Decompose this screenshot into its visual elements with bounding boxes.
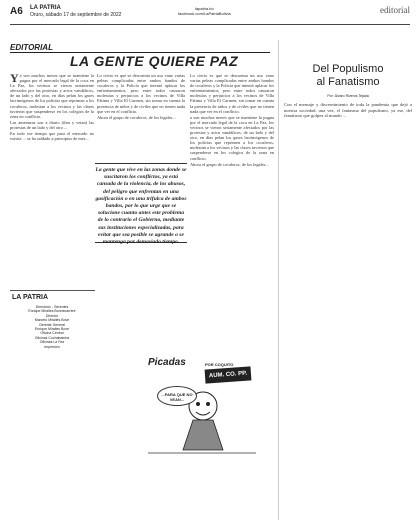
masthead-line: Oficina Central (40, 331, 64, 336)
editorial-column-2 (97, 73, 185, 161)
editorial-title: LA GENTE QUIERE PAZ (70, 53, 239, 69)
contact-line: lapatria.bo (195, 6, 214, 11)
paragraph: Lo cierto es que se descuenta un uso vano varias peleas complicadas entre ambos bandos de cocaleros y la Policía que intentó aplacar los enfrentamientos, pero entre todos causaron molestias y perjuicios a los vecinos de Villa Fátima y Villa El Carmen, sin tomar en cuenta la presencia de niños y de civiles que no tienen nada que ver en el conflicto. (97, 73, 185, 114)
cartoon-credit: POR COQUITO (205, 362, 234, 367)
masthead-line: Directorio - Gerentes (35, 305, 69, 309)
date-line: Oruro, sábado 17 de septiembre de 2022 (30, 12, 122, 18)
page-number: A6 (10, 6, 23, 17)
opinion-author: Por: Álvaro Riveros Tejada (327, 94, 369, 98)
masthead-line: Enrique Miralles Bonnecarrère (28, 309, 76, 314)
masthead-box (10, 290, 95, 520)
masthead-line: Oficinas La Paz (39, 340, 65, 345)
masthead-line: Gerente General (38, 322, 66, 327)
paragraph: En todo ese tiempo que para el mercado no existía ... se ha saldado a principios de mes... (10, 131, 94, 142)
masthead-line: Impresión (44, 344, 60, 349)
editorial-column-3 (190, 73, 274, 343)
column-divider (278, 40, 279, 520)
pull-quote: La gente que vive en las zonas donde se suscitaron los conflictos, ya está cansada de la violencia, de los abusos, del peligro que enfrentan en una gasificación o en una trifulca de ambos bandos, por lo que urge que se solucione cuanto antes este problema de lo contrario el Gobierno, mediante sus instituciones especializadas, para evitar que sea posible se agrande o se mantenga por demasiado tiempo. (95, 163, 187, 243)
paragraph: a son muchos meses que se mantiene la pugna por el mercado legal de la coca en La Paz, los vecinos se vieron seriamente afectados por las protestas y actos vandálicos, de un lado y del otro, en días pelan los gases lacrimógenos de los policías que reprimen a los cocaleros, molestan a los vecinos y las clases tuvieron que suspenderse en los colegios de la zona en conflicto. (10, 73, 94, 119)
opinion-title-line: al Fanatismo (316, 76, 380, 88)
opinion-body: Con el mensaje y discernimiento de toda la pandemia que dejó a nuestra sociedad, una vez, el fantasma del populismo, ya ese, del fanatismo que golpea al mundo ... (284, 102, 412, 119)
masthead-line: Director (45, 313, 59, 318)
paragraph: Ahora el grupo de cocaleros, de los legales... (97, 114, 176, 120)
section-name: editorial (380, 5, 410, 15)
dropcap: Y (10, 73, 19, 85)
paper-name: LA PATRIA (30, 5, 61, 11)
speech-bubble: ...PARA QUE NO VEAN... (157, 386, 197, 406)
header-rule (10, 24, 410, 25)
paragraph: a son muchos meses que se mantiene la pugna por el mercado legal de la coca en La Paz, los vecinos se vieron seriamente afectados por las protestas y actos vandálicos, de un lado y del otro, en días pelan los gases lacrimógenos de los policías que reprimen a los cocaleros, molestan a los vecinos y las clases tuvieron que suspenderse en los colegios de la zona en conflicto. (190, 114, 274, 161)
masthead-title: LA PATRIA (12, 294, 49, 301)
masthead-lines (12, 305, 92, 349)
paragraph: Las amenazas son a diario (tbm y vetan) las protestas de un lado y del otro ... (10, 119, 94, 130)
opinion-title-line: Del Populismo (312, 63, 384, 75)
masthead-line: Oficinas Cochabamba (34, 335, 70, 340)
editorial-column-1 (10, 73, 94, 283)
contact-line: facebook.com/LaPatriaBolivia (178, 11, 231, 16)
paragraph: Ahora el grupo de cocaleros, de los legales... (190, 161, 269, 167)
masthead-line: Enrique Miralles Bove (34, 327, 70, 332)
page-header (0, 0, 420, 26)
contact-info (178, 6, 231, 16)
paragraph: Lo cierto es que se descuenta un uso vano varias peleas complicadas entre ambos bandos de cocaleros y la Policía que intentó aplacar los enfrentamientos, pero entre todos causaron molestias y perjuicios a los vecinos de Villa Fátima y Villa El Carmen, sin tomar en cuenta la presencia de niños y de civiles que no tienen nada que ver en el conflicto. (190, 73, 274, 114)
masthead-line: Marcelo Miralles Bove (34, 318, 70, 323)
editorial-tag: EDITORIAL (10, 43, 53, 52)
opinion-title (284, 63, 412, 89)
cartoon-brand: Picadas (148, 357, 186, 368)
cartoon-sign: AUM. CO. PP. (205, 366, 252, 383)
